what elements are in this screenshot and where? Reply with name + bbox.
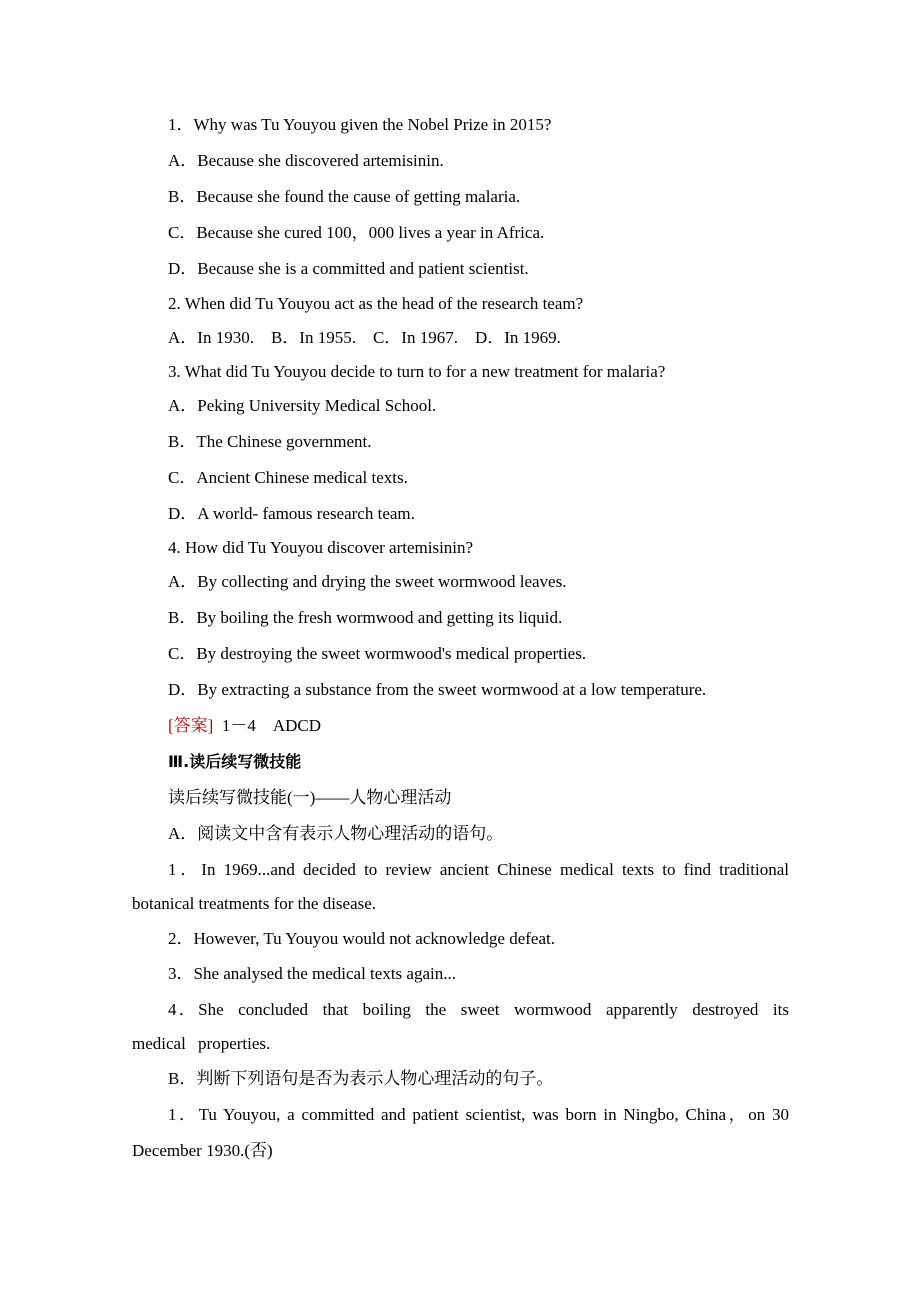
question-1-option-d: D．Because she is a committed and patient scientist. <box>168 259 529 278</box>
section-subheading: 读后续写微技能(一)——人物心理活动 <box>168 788 452 807</box>
question-3-option-c: C．Ancient Chinese medical texts. <box>168 468 408 487</box>
question-3-option-d: D．A world- famous research team. <box>168 504 415 523</box>
question-4-option-a: A．By collecting and drying the sweet wormwood leaves. <box>168 572 567 591</box>
answer-tag: [答案] <box>168 716 214 735</box>
answer-text: 1－4 ADCD <box>213 716 321 735</box>
question-3-stem: 3. What did Tu Youyou decide to turn to for a new treatment for malaria? <box>168 362 666 381</box>
question-4-option-c: C．By destroying the sweet wormwood's medical properties. <box>168 644 587 663</box>
part-a-item-4: 4．She concluded that boiling the sweet wormwood apparently destroyed its medical properties. <box>132 1000 789 1053</box>
question-2-stem: 2. When did Tu Youyou act as the head of the research team? <box>168 294 584 313</box>
question-3-option-a: A．Peking University Medical School. <box>168 396 437 415</box>
question-1-option-c: C．Because she cured 100，000 lives a year in Africa. <box>168 223 545 242</box>
part-a-item-3: 3．She analysed the medical texts again... <box>168 964 456 983</box>
part-b-item-1: 1．Tu Youyou, a committed and patient scientist, was born in Ningbo, China，on 30 December 1930.(否) <box>132 1105 789 1160</box>
part-b-label: B．判断下列语句是否为表示人物心理活动的句子。 <box>168 1069 554 1088</box>
answer-line <box>168 715 321 737</box>
part-a-label: A．阅读文中含有表示人物心理活动的语句。 <box>168 824 504 843</box>
question-4-option-d: D．By extracting a substance from the sweet wormwood at a low temperature. <box>168 680 707 699</box>
section-heading: Ⅲ.读后续写微技能 <box>168 752 302 771</box>
question-4-option-b: B．By boiling the fresh wormwood and getting its liquid. <box>168 608 563 627</box>
question-2-options: A．In 1930. B．In 1955. C．In 1967. D．In 1969. <box>168 328 561 347</box>
question-1-option-a: A．Because she discovered artemisinin. <box>168 151 444 170</box>
question-1-option-b: B．Because she found the cause of getting malaria. <box>168 187 521 206</box>
question-1-stem: 1．Why was Tu Youyou given the Nobel Prize in 2015? <box>168 115 552 134</box>
question-4-stem: 4. How did Tu Youyou discover artemisinin? <box>168 538 474 557</box>
question-3-option-b: B．The Chinese government. <box>168 432 372 451</box>
part-a-item-2: 2．However, Tu Youyou would not acknowledge defeat. <box>168 929 555 948</box>
part-a-item-1: 1．In 1969...and decided to review ancient Chinese medical texts to find traditional botanical treatments for the disease. <box>132 860 789 913</box>
